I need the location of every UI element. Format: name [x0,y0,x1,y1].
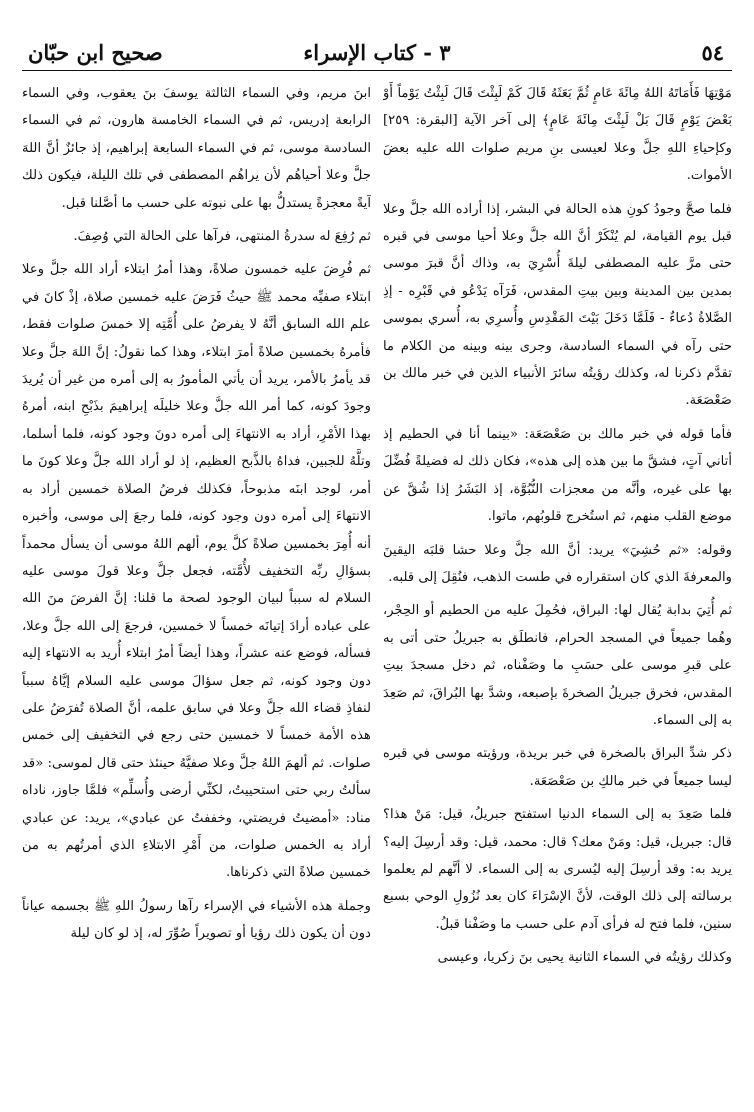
book-title: صحيح ابن حبّان [28,40,163,65]
paragraph: فلما صحَّ وجودُ كونِ هذه الحالة في البشر، إذا أراده الله جلَّ وعلا قبل يوم القيامة، لم يُنْكَرْ أنَّ الله جلَّ وعلا أحيا موسى في قبره حتى مرَّ عليه المصطفى ليلةَ أُسْرِيَ به، وذاك أنَّ قبرَ موسى بمدين بين المدينة وبين بيتِ المقدس، فَرَآه يَدْعُو في قَبْرِه - إذِ الصَّلاةُ دُعاءٌ - فَلَمَّا دَخَلَ بَيْتَ المَقْدِسِ وأُسرِي به، أُسري بموسى حتى رآه في السماء السادسة، وجرى بينه وبينه من الكلام ما تقدَّم ذكرنا له، وكذلك رؤيتُه سائرَ الأنبياء الذين في خبر مالك بن صَعْصَعَة. [383,201,732,409]
paragraph: ذكر شدِّ البراق بالصخرة في خبر بريدة، ورؤيته موسى في قبره ليسا جميعاً في خبر مالكِ بن صَعْصَعَة. [383,746,732,789]
paragraph: ثم رُفِعَ له سدرةُ المنتهى، فرآها على الحالة التي وُصِفَ. [73,229,371,245]
paragraph: فأما قوله في خبر مالك بن صَعْصَعَة: «بينما أنا في الحطيم إذ أتاني آتٍ، فشقَّ ما بين هذه إلى هذه»، فكان ذلك له فضيلةً فُضِّلَ بها على غيره، وأنَّه من معجزات النُّبُوَّة، إذ البَشَرُ إذا شُقَّ عن موضع القلب منهم، ثم استُخرج قلوبُهم، ماتوا. [383,426,732,525]
page-number: ٥٤ [701,40,724,65]
paragraph: مَوْتِهَا فَأَمَاتَهُ اللهُ مِائَةَ عَامٍ ثُمَّ بَعَثَهُ قَالَ كَمْ لَبِثْتَ قَالَ لَبِثْتُ يَوْماً أَوْ بَعْضَ يَوْمٍ قَالَ بَلْ لَبِثْتَ مِائَةَ عَامٍ﴾ إلى آخر الآية [البقرة: ٢٥٩] وكإحياءِ اللهِ جلَّ وعلا لعيسى بنِ مريم صلوات الله عليه بعضَ الأموات. [383,86,732,184]
left-text-column [22,80,371,1100]
header-rule [22,70,732,71]
paragraph: ثم أُتِيَ بدابة يُقال لها: البراق، فحُمِلَ عليه من الحطيم أو الحِجْر، وهُما جميعاً في المسجد الحرام، فانطلَق به جبريلُ حتى أتى به على قبرِ موسى على حسَبِ ما وصَفْناه، ثم دخل مسجدَ بيتِ المقدس، فخرق جبريلُ الصخرةَ بإصبعه، وشدَّ بها البُراقَ، ثم صَعِدَ به إلى السماء. [383,603,732,728]
chapter-title: ٣ - كتاب الإسراء [303,40,451,65]
paragraph: فلما صَعِدَ به إلى السماء الدنيا استفتح جبريلُ، قيل: مَنْ هذا؟ قال: جبريل، قيل: ومَنْ معك؟ قال: محمد، قيل: وقد أرسِلَ إليه؟ يريد به: وقد أرسِلَ إليه ليُسرى به إلى السماء. لا أنَّهم لم يعلموا برسالته إلى ذلك الوقت، لأنَّ الإسْرَاءَ كان بعد نُزُولِ الوحي بسبع سنين، فلما فتح له فرأى آدم على حسب ما وصَفْنا قبلُ. [383,807,732,932]
paragraph: ابنَ مريم، وفي السماء الثالثة يوسفَ بنَ يعقوب، وفي السماء الرابعة إدريس، ثم في السماء الخامسة هارون، ثم في السماء السادسة موسى، ثم في السماء السابعة إبراهيم، إذ جائزٌ أنَّ اللهَ جلَّ وعلا أحياهُم لأن يراهُم المصطفى في تلك الليلة، فيكون ذلك آيةً معجزةً يستدلُّ بها على نبوته على حسب ما أصَّلنا قبل. [22,86,371,211]
right-text-column [383,80,732,1100]
paragraph: وكذلك رؤيتُه في السماء الثانية يحيى بنَ زكريا، وعيسى [437,950,732,966]
paragraph: ثم فُرِضَ عليه خمسون صلاةً، وهذا أمرُ ابتلاء أراد الله جلَّ وعلا ابتلاء صفيِّه محمد ﷺ حيثُ فَرَضَ عليه خمسين صلاة، إذْ كانَ في علم الله السابق أنَّهُ لا يفرضُ على أُمَّتِه إلا خمسَ صلوات فقط، فأمرهُ بخمسين صلاةً أمرَ ابتلاء، وهذا كما نقولُ: إنَّ اللهَ جلَّ وعلا قد يأمرُ بالأمر، يريد أن يأتي المأمورُ به إلى أمره من غير أن يُريدَ وجودَ كونه، كما أمر الله جلَّ وعلا خليلَه إبراهيمَ بذَبْحِ ابنه، أمرهُ بهذا الأمْرِ، أراد به الانتهاءَ إلى أمره دونَ وجود كونه، فلما أسلما، وتلَّهُ للجبين، فداهُ بالذَّبح العظيم، إذ لو أراد الله جلَّ وعلا كونَ ما أمر، لوجد ابنَه مذبوحاً، فكذلك فرضُ الصلاة خمسين أراد به الانتهاءَ إلى أمره دون وجود كونه، فلما رجعَ إلى موسى، وأخبره أنه أُمِرَ بخمسين صلاةً كلَّ يوم، ألهم اللهُ موسى أن يسأل محمداً بسؤالِ ربِّه التخفيف لأُمَّته، فجعل جلَّ وعلا قولَ موسى عليه السلام له سبباً لبيان الوجود لصحة ما قلنا: إنَّ الفرضَ منَ الله على عباده أرادَ إتيانَه خمساً لا خمسين، فرجعَ إلى الله جلَّ وعلا، فسأله، فوضع عنه عشراً، وهذا أيضاً أمرُ ابتلاء أُريد به الانتهاء إليه دون وجود كونه، ثم جعل سؤالَ موسى عليه السلام إيَّاهُ سبباً لنفاذِ قضاء الله جلَّ وعلا في سابق علمه، أنَّ الصلاة تُفرَضُ على هذه الأمة خمساً لا خمسين حتى رجع في التخفيف إلى خمس صلوات. ثم ألهمَ اللهُ جلَّ وعلا صفيَّهُ حينئذ حتى قال لموسى: «قد سألتُ ربي حتى استحييتُ، لكنِّي أرضى وأُسلِّم» فلمَّا جاوز، ناداه مناد: «أمضيتُ فريضتي، وخففتُ عن عبادي»، يريد: عن عبادي أراد به الخمس صلوات، من أَمْرِ الابتلاءِ الذي أمرتُهم به من خمسين صلاةً التي ذكرناها. [22,262,371,881]
paragraph: وقوله: «ثم حُشِيَ» يريد: أنَّ الله جلَّ وعلا حشا قلبَه اليقينَ والمعرفةَ الذي كان استقراره في طست الذهب، فنُقِلَ إلى قلبه. [383,542,732,585]
paragraph: وجملة هذه الأشياء في الإسراء رآها رسولُ اللهِ ﷺ بجسمه عياناً دون أن يكون ذلك رؤيا أو تصويراً صُوِّرَ له، إذ لو كان ليلة [22,898,371,942]
